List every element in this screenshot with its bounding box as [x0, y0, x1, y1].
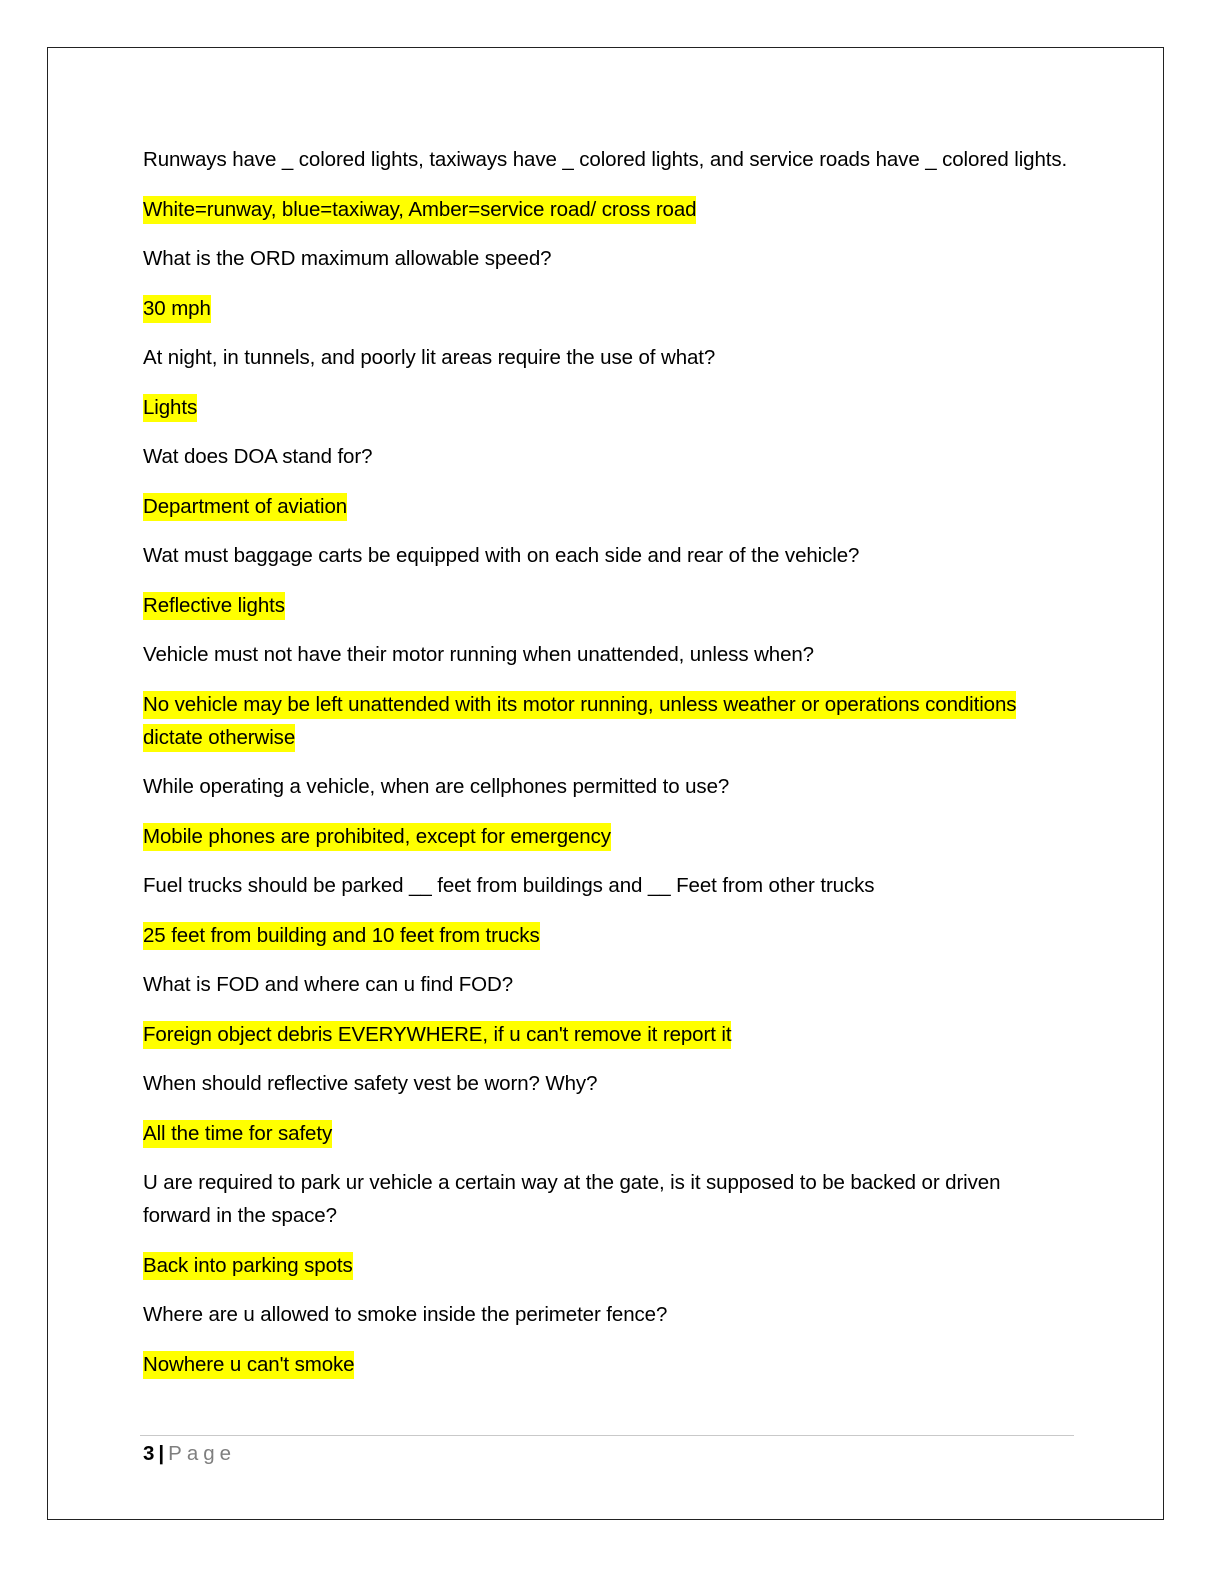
question-text: While operating a vehicle, when are cellphones permitted to use? [143, 775, 730, 798]
question-paragraph [143, 539, 1073, 572]
page-number: 3 [143, 1442, 155, 1465]
question-paragraph [143, 968, 1073, 1001]
highlighted-answer-text: Lights [143, 394, 197, 422]
question-paragraph [143, 143, 1073, 176]
highlighted-answer-text: Foreign object debris EVERYWHERE, if u can't remove it report it [143, 1021, 731, 1049]
answer-paragraph [143, 688, 1073, 754]
question-text: When should reflective safety vest be worn? Why? [143, 1072, 598, 1095]
answer-paragraph [143, 292, 1073, 325]
answer-paragraph [143, 589, 1073, 622]
answer-paragraph [143, 1117, 1073, 1150]
question-paragraph [143, 770, 1073, 803]
question-text: U are required to park ur vehicle a certain way at the gate, is it supposed to be backed or driven forward in the space? [143, 1171, 1001, 1227]
answer-paragraph [143, 820, 1073, 853]
highlighted-answer-text: 30 mph [143, 295, 211, 323]
answer-paragraph [143, 1018, 1073, 1051]
question-paragraph [143, 1298, 1073, 1331]
document-body [143, 143, 1073, 1397]
highlighted-answer-text: No vehicle may be left unattended with its motor running, unless weather or operations conditions dictate otherwise [143, 691, 1016, 752]
footer-divider [140, 1435, 1074, 1436]
question-text: Wat must baggage carts be equipped with on each side and rear of the vehicle? [143, 544, 860, 567]
question-paragraph [143, 440, 1073, 473]
question-text: What is the ORD maximum allowable speed? [143, 247, 552, 270]
question-paragraph [143, 638, 1073, 671]
answer-paragraph [143, 919, 1073, 952]
answer-paragraph [143, 391, 1073, 424]
highlighted-answer-text: All the time for safety [143, 1120, 332, 1148]
highlighted-answer-text: Back into parking spots [143, 1252, 353, 1280]
highlighted-answer-text: White=runway, blue=taxiway, Amber=service road/ cross road [143, 196, 696, 224]
question-paragraph [143, 242, 1073, 275]
question-text: At night, in tunnels, and poorly lit areas require the use of what? [143, 346, 716, 369]
question-text: Fuel trucks should be parked __ feet from buildings and __ Feet from other trucks [143, 874, 875, 897]
highlighted-answer-text: Nowhere u can't smoke [143, 1351, 354, 1379]
highlighted-answer-text: 25 feet from building and 10 feet from trucks [143, 922, 540, 950]
question-paragraph [143, 1067, 1073, 1100]
answer-paragraph [143, 1348, 1073, 1381]
highlighted-answer-text: Mobile phones are prohibited, except for emergency [143, 823, 611, 851]
question-text: Vehicle must not have their motor running when unattended, unless when? [143, 643, 814, 666]
answer-paragraph [143, 193, 1073, 226]
question-text: Runways have _ colored lights, taxiways have _ colored lights, and service roads have _ colored lights. [143, 148, 1068, 171]
answer-paragraph [143, 1249, 1073, 1282]
question-paragraph [143, 1166, 1073, 1232]
question-text: What is FOD and where can u find FOD? [143, 973, 514, 996]
question-paragraph [143, 869, 1073, 902]
question-paragraph [143, 341, 1073, 374]
question-text: Where are u allowed to smoke inside the perimeter fence? [143, 1303, 668, 1326]
page-label: Page [168, 1442, 237, 1465]
highlighted-answer-text: Department of aviation [143, 493, 347, 521]
highlighted-answer-text: Reflective lights [143, 592, 285, 620]
question-text: Wat does DOA stand for? [143, 445, 373, 468]
footer-separator: | [158, 1442, 165, 1465]
page-footer [143, 1440, 236, 1468]
answer-paragraph [143, 490, 1073, 523]
